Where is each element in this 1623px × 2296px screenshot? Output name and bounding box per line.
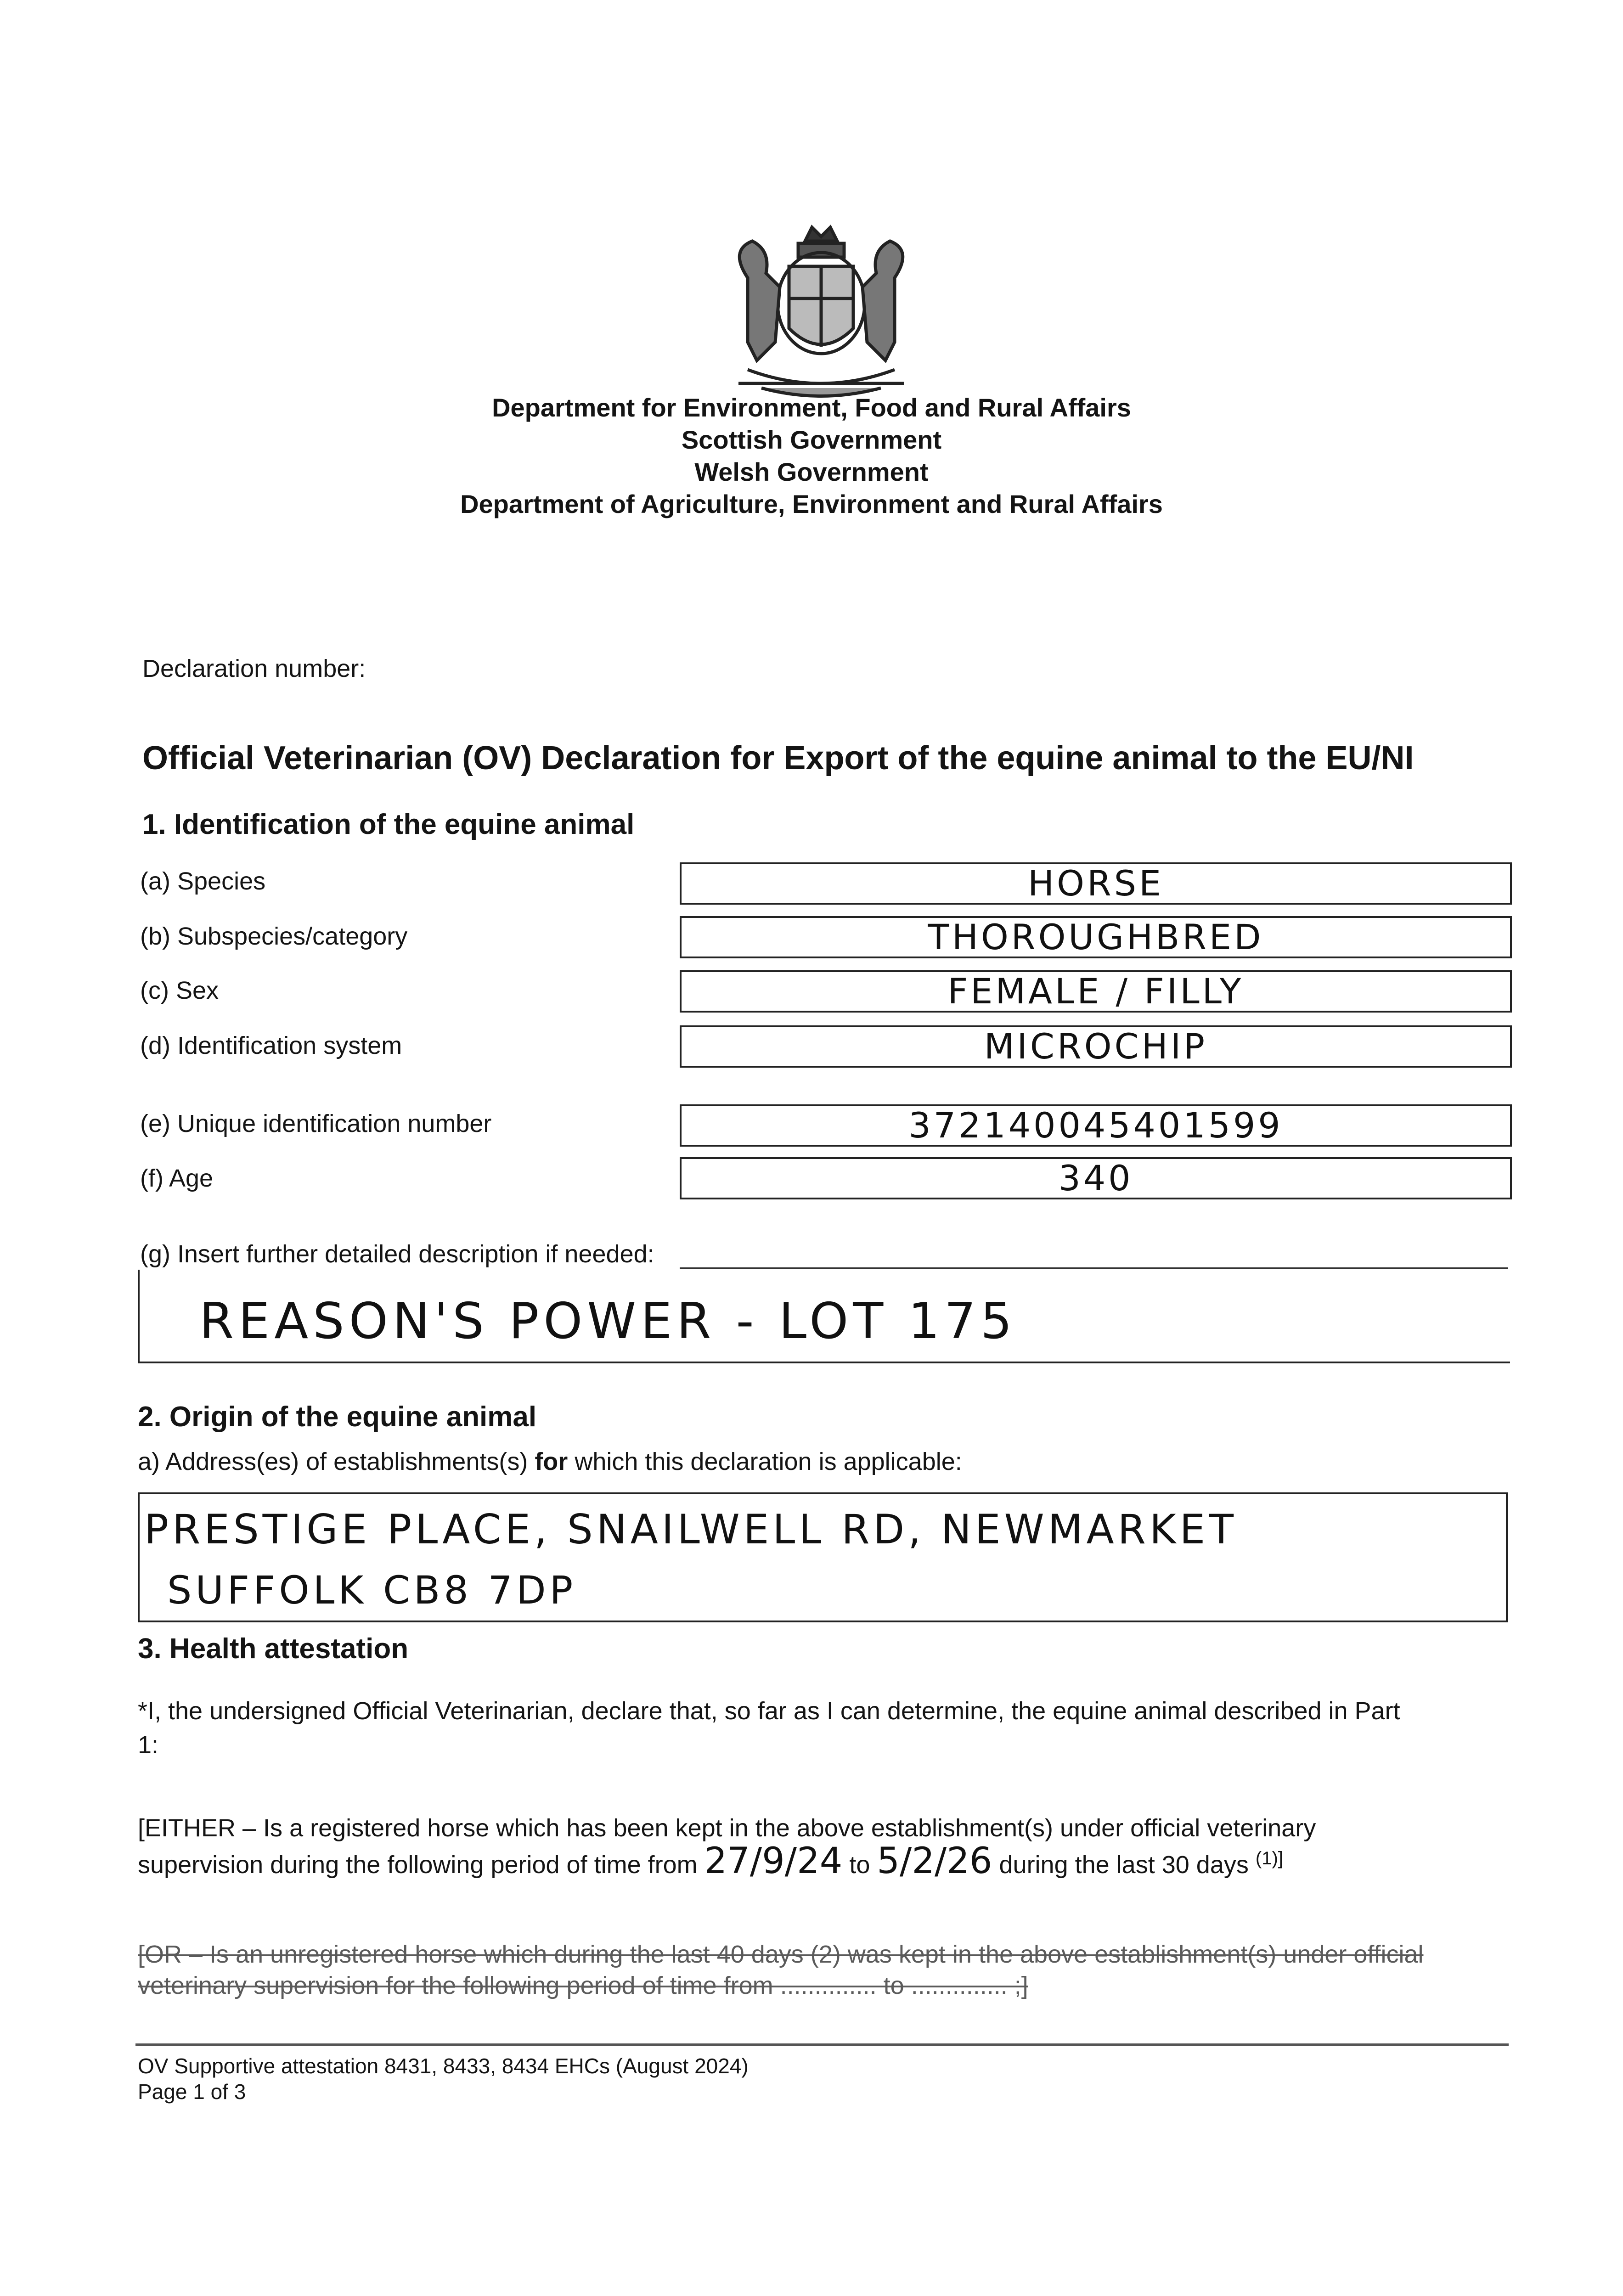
sex-value: FEMALE / FILLY (947, 971, 1244, 1012)
further-description-value: REASON'S POWER - LOT 175 (199, 1293, 1017, 1350)
unique-id-field[interactable] (680, 1104, 1512, 1147)
address-line-2: SUFFOLK CB8 7DP (167, 1568, 577, 1613)
identification-system-field[interactable] (680, 1025, 1512, 1068)
department-line-1: Department for Environment, Food and Rural Affairs (492, 393, 1131, 422)
or-clause (138, 1940, 1516, 2000)
either-line-1: [EITHER – Is a registered horse which has been kept in the above establishment(s) under official veterinary (138, 1814, 1316, 1842)
department-line-2: Scottish Government (681, 425, 942, 454)
subspecies-label: (b) Subspecies/category (140, 923, 408, 950)
or-line-2: veterinary supervision for the following period of time from .............. to .............. ;] (138, 1972, 1028, 1999)
either-from-date[interactable]: 27/9/24 (704, 1840, 843, 1882)
footer-divider (135, 2043, 1509, 2046)
age-value: 340 (1058, 1158, 1133, 1199)
footnote-ref: (1)] (1255, 1848, 1283, 1868)
age-field[interactable] (680, 1157, 1512, 1199)
royal-coat-of-arms-icon (720, 223, 922, 402)
department-line-3: Welsh Government (694, 457, 929, 486)
sex-field[interactable] (680, 970, 1512, 1013)
declaration-number-label: Declaration number: (142, 655, 366, 682)
address-label: a) Address(es) of establishments(s) for which this declaration is applicable: (138, 1448, 962, 1475)
page-title: Official Veterinarian (OV) Declaration for Export of the equine animal to the EU/NI (142, 740, 1414, 777)
species-field[interactable] (680, 862, 1512, 905)
unique-id-value: 372140045401599 (908, 1105, 1283, 1146)
subspecies-field[interactable] (680, 916, 1512, 958)
section-3-heading: 3. Health attestation (138, 1633, 409, 1665)
department-line-4: Department of Agriculture, Environment and Rural Affairs (460, 490, 1163, 518)
footer-line-1: OV Supportive attestation 8431, 8433, 8434 EHCs (August 2024) (138, 2054, 749, 2078)
section-1-heading: 1. Identification of the equine animal (142, 809, 635, 840)
further-description-label: (g) Insert further detailed description if needed: (140, 1240, 654, 1268)
identification-system-value: MICROCHIP (984, 1026, 1208, 1067)
either-line-2: supervision during the following period of time from 27/9/24 to 5/2/26 during the last 30 days $^{(1)]}$ (138, 1840, 1283, 1882)
footer-page-number: Page 1 of 3 (138, 2080, 246, 2104)
attestation-intro (138, 1697, 1516, 1759)
age-label: (f) Age (140, 1165, 214, 1192)
either-to-date[interactable]: 5/2/26 (877, 1840, 992, 1882)
identification-system-label: (d) Identification system (140, 1032, 402, 1059)
address-field[interactable] (138, 1492, 1508, 1622)
further-description-field[interactable] (138, 1270, 1510, 1363)
address-line-1: PRESTIGE PLACE, SNAILWELL RD, NEWMARKET (144, 1506, 1237, 1553)
divider (680, 1267, 1508, 1269)
sex-label: (c) Sex (140, 977, 219, 1004)
attestation-intro-line-2: 1: (138, 1731, 159, 1759)
either-clause (138, 1814, 1516, 1882)
or-line-1: [OR – Is an unregistered horse which during the last 40 days (2) was kept in the above establishment(s) under official (138, 1941, 1424, 1968)
attestation-intro-line-1: *I, the undersigned Official Veterinarian, declare that, so far as I can determine, the equine animal described in Part (138, 1697, 1400, 1725)
subspecies-value: THOROUGHBRED (928, 917, 1264, 957)
unique-id-label: (e) Unique identification number (140, 1110, 492, 1137)
species-value: HORSE (1027, 863, 1164, 904)
species-label: (a) Species (140, 867, 266, 895)
section-2-heading: 2. Origin of the equine animal (138, 1401, 537, 1433)
